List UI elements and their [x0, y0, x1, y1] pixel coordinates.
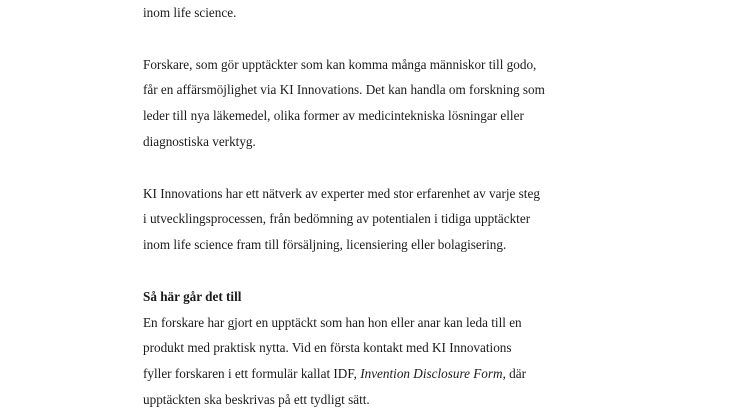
section-heading: Så här går det till	[143, 288, 242, 304]
paragraph-2-line-3: inom life science fram till försäljning, licensiering eller bolagisering.	[143, 237, 507, 253]
paragraph-3-line-3-start: fyller forskaren i ett formulär kallat IDF,	[143, 366, 361, 382]
paragraph-3-line-2: produkt med praktisk nytta. Vid en första kontakt med KI Innovations	[143, 340, 512, 356]
paragraph-1-line-4: diagnostiska verktyg.	[143, 133, 256, 149]
paragraph-spacer	[143, 26, 623, 52]
paragraph-intro-end: inom life science.	[143, 5, 237, 20]
paragraph-1-line-2: får en affärsmöjlighet via KI Innovations. Det kan handla om forskning som	[143, 82, 545, 98]
paragraph-2-line-1: KI Innovations har ett nätverk av experter med stor erfarenhet av varje steg	[143, 185, 540, 201]
paragraph-3-line-3-end: , där	[502, 366, 526, 382]
paragraph-3-line-4: upptäckten ska beskrivas på ett tydligt sätt.	[143, 391, 370, 407]
paragraph-3-line-1: En forskare har gjort en upptäckt som han hon eller anar kan leda till en	[143, 314, 522, 330]
document-body	[143, 0, 623, 413]
paragraph-spacer	[143, 258, 623, 284]
paragraph-spacer	[143, 155, 623, 181]
paragraph-2-line-2: i utvecklingsprocessen, från bedömning av potentialen i tidiga upptäckter	[143, 211, 531, 227]
paragraph-1-line-1: Forskare, som gör upptäckter som kan komma många människor till godo,	[143, 56, 537, 72]
paragraph-3-line-3	[143, 361, 623, 387]
paragraph-1-line-3: leder till nya läkemedel, olika former av medicintekniska lösningar eller	[143, 108, 524, 124]
invention-disclosure-form-term: Invention Disclosure Form	[360, 366, 503, 382]
